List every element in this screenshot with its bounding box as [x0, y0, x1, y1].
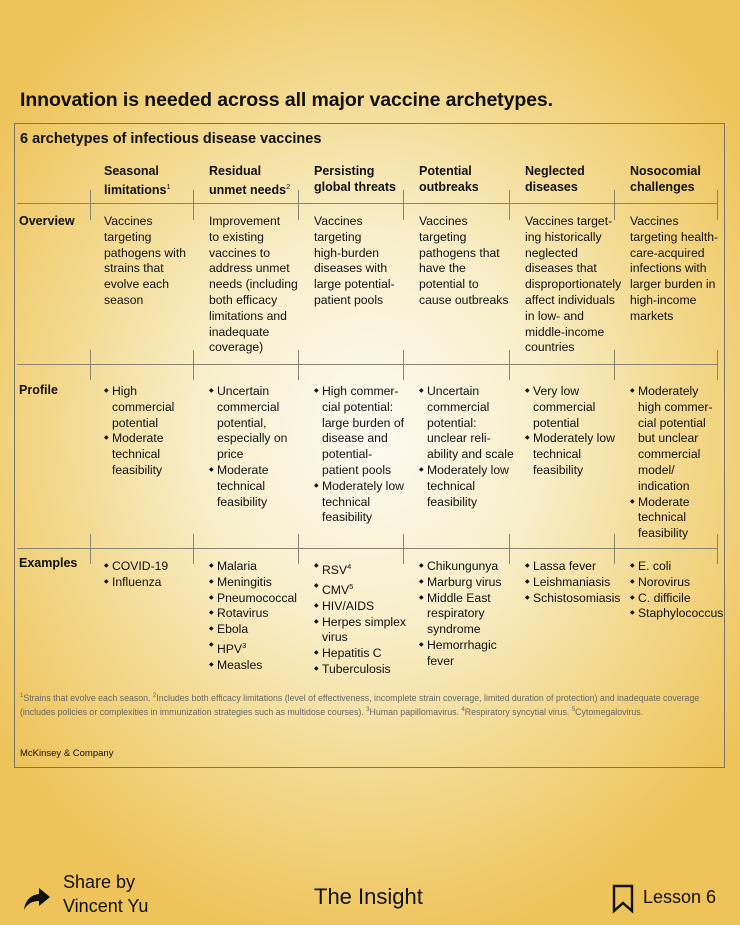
- example-item: [209, 638, 317, 658]
- profile-line: large burden of: [322, 415, 404, 430]
- example-item: [630, 606, 738, 622]
- example-name: [638, 559, 738, 575]
- profile-line: potential:: [427, 415, 477, 430]
- profile-line: model/: [638, 462, 675, 477]
- example-text: Measles: [217, 657, 263, 672]
- footnotes: $^1$Strains that evolve each season. $^2$Includes both efficacy limitations (level of effectiveness, incomplete strain coverage, limited duration of protection) and inadequate coverage (includes policies or complexities in immunization strategies such as multidose courses). $^3$Human papillomavirus. $^4$Respiratory syncytial virus. $^5$Cytomegalovirus.: [20, 692, 700, 717]
- overview-cell: [525, 214, 633, 356]
- column-title: [630, 179, 701, 195]
- profile-line: cial potential:: [322, 399, 394, 414]
- examples-cell: [525, 559, 633, 606]
- example-item: [104, 559, 212, 575]
- column-title: Nosocomial: [630, 164, 701, 178]
- overview-line: season: [104, 292, 144, 307]
- example-name: [217, 559, 317, 575]
- overview-cell: [419, 214, 527, 309]
- overview-line: infections with: [630, 261, 707, 276]
- example-item: [209, 575, 317, 591]
- example-text: Influenza: [112, 574, 162, 589]
- profile-line: indication: [638, 478, 690, 493]
- divider-profile: [17, 548, 717, 549]
- overview-line: cause outbreaks: [419, 292, 509, 307]
- profile-cell: [314, 384, 422, 526]
- example-text: Middle East: [427, 590, 491, 605]
- example-item: [419, 638, 527, 670]
- profile-bullet: [104, 384, 212, 431]
- overview-line: address unmet: [209, 261, 290, 276]
- overview-cell: [209, 214, 317, 356]
- profile-line: ◆ Moderately low: [533, 431, 615, 446]
- column-title: [209, 179, 290, 198]
- grid-tick: [193, 350, 194, 380]
- profile-line: technical: [638, 510, 687, 525]
- example-continuation: fever: [427, 653, 455, 668]
- overview-line: countries: [525, 340, 575, 355]
- example-text: CMV: [322, 582, 350, 597]
- example-name: [427, 638, 527, 654]
- example-text: COVID-19: [112, 559, 169, 573]
- overview-line: strains that: [104, 261, 164, 276]
- overview-line: to existing: [209, 229, 264, 244]
- example-text: Lassa fever: [533, 559, 597, 573]
- column-title-text: diseases: [525, 180, 578, 194]
- overview-line: Vaccines: [104, 214, 153, 228]
- example-text: Schistosomiasis: [533, 590, 621, 605]
- overview-line: patient pools: [314, 292, 384, 307]
- example-item: [525, 559, 633, 575]
- column-header: [525, 163, 585, 195]
- profile-line: ◆ Moderately: [638, 384, 699, 398]
- example-item: [209, 622, 317, 638]
- row-label-overview: Overview: [19, 214, 75, 228]
- example-name: [322, 615, 422, 631]
- examples-cell: [104, 559, 212, 591]
- example-name: [533, 591, 633, 607]
- share-arrow-icon[interactable]: [22, 883, 52, 913]
- example-item: [314, 615, 422, 647]
- example-name: [112, 575, 212, 591]
- example-item: [419, 591, 527, 638]
- example-text: Leishmaniasis: [533, 574, 611, 589]
- overview-line: larger burden in: [630, 277, 716, 292]
- profile-bullet: [314, 479, 422, 526]
- profile-line: potential: [533, 415, 580, 430]
- profile-cell: [525, 384, 633, 479]
- overview-line: Vaccines: [630, 214, 679, 228]
- overview-line: disproportionately: [525, 277, 622, 292]
- example-text: Ebola: [217, 622, 249, 637]
- profile-line: unclear reli-: [427, 431, 491, 446]
- profile-line: ◆ Moderate: [638, 494, 690, 509]
- example-item: [209, 591, 317, 607]
- profile-bullet: [104, 431, 212, 478]
- lesson-label: Lesson 6: [643, 887, 717, 907]
- overview-line: needs (including: [209, 277, 298, 292]
- bookmark-icon[interactable]: [612, 884, 634, 914]
- example-continuation: syndrome: [427, 622, 481, 637]
- example-name: [322, 646, 422, 662]
- example-text: Hemorrhagic: [427, 637, 497, 652]
- profile-line: ◆ Uncertain: [427, 384, 480, 398]
- card-subtitle: 6 archetypes of infectious disease vaccines: [20, 131, 322, 147]
- overview-line: evolve each: [104, 277, 170, 292]
- overview-line: targeting: [314, 229, 362, 244]
- overview-line: high-income: [630, 292, 697, 307]
- profile-line: feasibility: [533, 462, 584, 477]
- column-title: Seasonal: [104, 164, 159, 178]
- column-title: Residual: [209, 164, 262, 178]
- overview-cell: [104, 214, 212, 309]
- profile-line: technical: [427, 478, 476, 493]
- example-name: [217, 622, 317, 638]
- profile-line: potential: [112, 415, 159, 430]
- profile-line: ◆ Moderate: [217, 462, 269, 477]
- overview-line: in low- and: [525, 308, 584, 323]
- example-name: [533, 559, 633, 575]
- profile-line: technical: [533, 447, 582, 462]
- profile-line: ability and scale: [427, 447, 514, 462]
- examples-cell: [419, 559, 527, 670]
- example-text: Herpes simplex: [322, 614, 406, 629]
- overview-line: targeting: [419, 229, 467, 244]
- profile-bullet: [525, 431, 633, 478]
- profile-line: technical: [217, 478, 266, 493]
- overview-line: Vaccines: [419, 214, 468, 228]
- examples-cell: [630, 559, 738, 622]
- profile-cell: [104, 384, 212, 479]
- example-text: Tuberculosis: [322, 661, 391, 676]
- overview-line: vaccines to: [209, 245, 270, 260]
- column-header: [209, 163, 290, 198]
- examples-cell: [314, 559, 422, 678]
- example-item: [314, 559, 422, 579]
- example-text: Malaria: [217, 559, 257, 573]
- profile-bullet: [419, 463, 527, 510]
- example-name: [217, 606, 317, 622]
- column-title-text: unmet needs: [209, 183, 287, 198]
- example-name: [638, 606, 738, 622]
- profile-line: ◆ Uncertain: [217, 384, 270, 398]
- overview-line: care-acquired: [630, 245, 705, 260]
- example-text: HPV: [217, 642, 243, 657]
- profile-line: ◆ Moderately low: [427, 462, 509, 477]
- overview-line: coverage): [209, 340, 264, 355]
- example-name: [217, 658, 317, 674]
- profile-line: feasibility: [217, 494, 268, 509]
- profile-cell: [419, 384, 527, 510]
- profile-bullet: [314, 384, 422, 479]
- profile-bullet: [209, 384, 317, 463]
- example-text: Hepatitis C: [322, 646, 382, 661]
- example-item: [209, 658, 317, 674]
- overview-line: neglected: [525, 245, 578, 260]
- profile-cell: [630, 384, 738, 542]
- overview-line: Vaccines target-: [525, 214, 613, 228]
- overview-line: both efficacy: [209, 292, 278, 307]
- column-title: Neglected: [525, 164, 585, 178]
- profile-bullet: [525, 384, 633, 431]
- example-name: [217, 591, 317, 607]
- example-item: [630, 575, 738, 591]
- profile-bullet: [630, 384, 738, 495]
- overview-cell: [314, 214, 422, 309]
- example-item: [630, 591, 738, 607]
- column-title: Potential: [419, 164, 472, 178]
- share-credit: Share by Vincent Yu: [63, 872, 149, 916]
- grid-tick: [403, 350, 404, 380]
- example-item: [314, 599, 422, 615]
- profile-line: price: [217, 447, 244, 462]
- example-text: RSV: [322, 563, 348, 578]
- column-title-text: challenges: [630, 180, 695, 194]
- example-name: [217, 638, 317, 658]
- grid-tick: [90, 190, 91, 220]
- example-name: [427, 559, 527, 575]
- profile-line: ◆ Moderate: [112, 431, 164, 446]
- profile-cell: [209, 384, 317, 510]
- example-item: [419, 559, 527, 575]
- overview-line: pathogens that: [419, 245, 500, 260]
- overview-line: diseases that: [525, 261, 597, 276]
- profile-line: commercial: [427, 399, 490, 414]
- profile-line: commercial: [638, 447, 701, 462]
- footnote-marker: 5: [349, 581, 354, 591]
- overview-line: limitations and: [209, 308, 287, 323]
- overview-line: have the: [419, 261, 466, 276]
- column-title: [525, 179, 585, 195]
- overview-cell: [630, 214, 738, 325]
- series-title: The Insight: [314, 884, 423, 909]
- grid-tick: [717, 350, 718, 380]
- example-text: Rotavirus: [217, 606, 269, 621]
- profile-line: especially on: [217, 431, 288, 446]
- example-name: [638, 591, 738, 607]
- profile-line: disease and: [322, 431, 388, 446]
- column-title: [314, 179, 396, 195]
- column-title: Persisting: [314, 164, 375, 178]
- profile-line: technical: [112, 447, 161, 462]
- example-item: [525, 591, 633, 607]
- example-text: Chikungunya: [427, 559, 499, 573]
- overview-line: ing historically: [525, 229, 602, 244]
- example-item: [525, 575, 633, 591]
- overview-line: affect individuals: [525, 292, 615, 307]
- example-name: [638, 575, 738, 591]
- profile-line: potential-: [322, 447, 373, 462]
- profile-line: feasibility: [322, 510, 373, 525]
- overview-line: diseases with: [314, 261, 388, 276]
- profile-bullet: [630, 495, 738, 542]
- column-title: [104, 179, 171, 198]
- column-header: [314, 163, 396, 195]
- example-name: [427, 591, 527, 607]
- profile-line: commercial: [217, 399, 280, 414]
- profile-line: commercial: [533, 399, 596, 414]
- overview-line: potential to: [419, 277, 479, 292]
- column-title-text: limitations: [104, 183, 167, 198]
- example-name: [322, 662, 422, 678]
- column-title-text: outbreaks: [419, 180, 479, 194]
- profile-line: ◆ Moderately low: [322, 478, 404, 493]
- example-item: [314, 579, 422, 599]
- example-text: Norovirus: [638, 574, 691, 589]
- profile-line: ◆ High commer-: [322, 384, 399, 398]
- example-text: Pneumococcal: [217, 590, 297, 605]
- profile-line: feasibility: [112, 462, 163, 477]
- overview-line: large potential-: [314, 277, 395, 292]
- column-header: [419, 163, 479, 195]
- column-header: [104, 163, 171, 198]
- profile-bullet: [209, 463, 317, 510]
- example-name: [533, 575, 633, 591]
- overview-line: inadequate: [209, 324, 270, 339]
- example-item: [419, 575, 527, 591]
- example-item: [314, 662, 422, 678]
- grid-tick: [90, 350, 91, 380]
- example-continuation: respiratory: [427, 606, 485, 621]
- example-item: [314, 646, 422, 662]
- example-text: Meningitis: [217, 574, 272, 589]
- row-label-profile: Profile: [19, 383, 58, 397]
- example-continuation: virus: [322, 630, 348, 645]
- divider-header: [17, 203, 717, 204]
- profile-line: commercial: [112, 399, 175, 414]
- row-label-examples: Examples: [19, 556, 78, 570]
- overview-line: middle-income: [525, 324, 605, 339]
- example-text: C. difficile: [638, 590, 691, 605]
- headline: Innovation is needed across all major vaccine archetypes.: [20, 89, 553, 111]
- profile-line: ◆ Very low: [533, 384, 580, 398]
- profile-line: patient pools: [322, 462, 392, 477]
- example-item: [209, 559, 317, 575]
- column-header: [630, 163, 701, 195]
- examples-cell: [209, 559, 317, 674]
- grid-tick: [509, 350, 510, 380]
- footnote-marker: 4: [347, 562, 352, 571]
- overview-line: pathogens with: [104, 245, 186, 260]
- brand-credit: McKinsey & Company: [20, 748, 114, 759]
- example-text: E. coli: [638, 559, 672, 573]
- footnote-marker: 1: [166, 182, 171, 191]
- divider-overview: [17, 364, 717, 365]
- overview-line: high-burden: [314, 245, 380, 260]
- profile-line: potential,: [217, 415, 267, 430]
- profile-line: feasibility: [638, 526, 689, 541]
- overview-line: markets: [630, 308, 674, 323]
- profile-line: ◆ High: [112, 384, 138, 398]
- column-title: [419, 179, 479, 195]
- profile-line: but unclear: [638, 431, 699, 446]
- grid-tick: [90, 534, 91, 564]
- example-name: [427, 575, 527, 591]
- overview-line: targeting: [104, 229, 152, 244]
- overview-line: targeting health-: [630, 229, 719, 244]
- profile-line: technical: [322, 494, 371, 509]
- column-title-text: global threats: [314, 180, 396, 194]
- profile-line: feasibility: [427, 494, 478, 509]
- example-name: [322, 599, 422, 615]
- example-name: [217, 575, 317, 591]
- example-name: [322, 559, 422, 579]
- example-name: [322, 579, 422, 599]
- overview-line: Vaccines: [314, 214, 363, 228]
- example-text: Marburg virus: [427, 574, 502, 589]
- footnote-marker: 2: [286, 182, 291, 191]
- example-text: Staphylococcus: [638, 606, 724, 621]
- example-name: [112, 559, 212, 575]
- example-item: [209, 606, 317, 622]
- example-item: [104, 575, 212, 591]
- example-item: [630, 559, 738, 575]
- profile-line: cial potential: [638, 415, 706, 430]
- overview-line: Improvement: [209, 214, 281, 228]
- footnote-marker: 3: [242, 640, 247, 650]
- profile-line: high commer-: [638, 399, 713, 414]
- profile-bullet: [419, 384, 527, 463]
- example-text: HIV/AIDS: [322, 598, 375, 613]
